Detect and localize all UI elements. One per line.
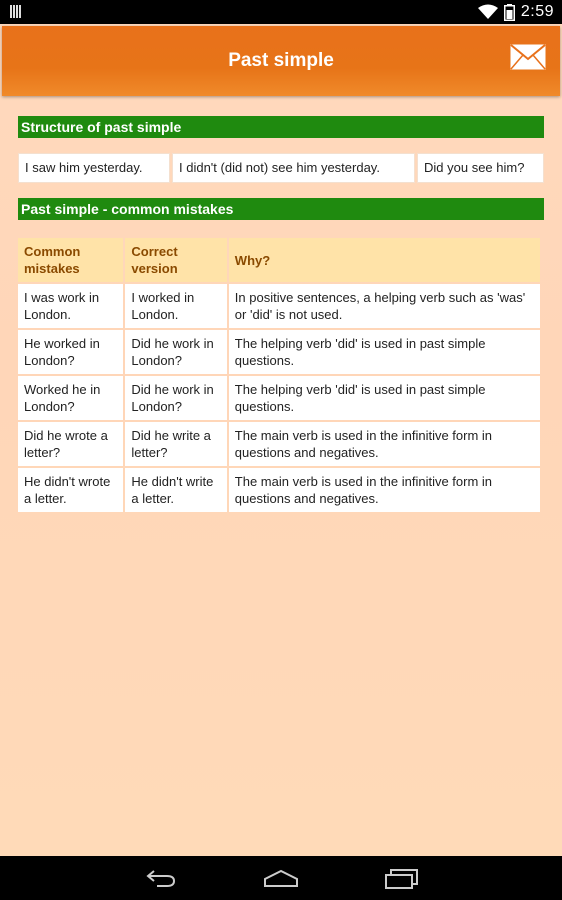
table-cell-why: The main verb is used in the infinitive form in questions and negatives.	[229, 422, 540, 466]
battery-icon	[504, 4, 515, 21]
structure-row	[18, 153, 544, 183]
app-content	[0, 24, 562, 856]
table-row	[18, 284, 540, 328]
structure-cell-negative: I didn't (did not) see him yesterday.	[172, 153, 415, 183]
table-cell-mistake: He worked in London?	[18, 330, 123, 374]
table-cell-mistake: He didn't wrote a letter.	[18, 468, 123, 512]
table-cell-correct: I worked in London.	[125, 284, 226, 328]
recent-apps-icon[interactable]	[385, 868, 419, 895]
column-header-common-mistakes: Common mistakes	[18, 238, 123, 282]
section-header-structure: Structure of past simple	[18, 116, 544, 138]
section-header-mistakes: Past simple - common mistakes	[18, 198, 544, 220]
table-header-row	[18, 238, 540, 282]
clock: 2:59	[520, 3, 554, 20]
page-title: Past simple	[228, 50, 334, 71]
table-row	[18, 330, 540, 374]
notification-icon	[10, 5, 22, 18]
structure-cell-question: Did you see him?	[417, 153, 544, 183]
wifi-icon	[478, 4, 498, 20]
table-cell-mistake: Did he wrote a letter?	[18, 422, 123, 466]
mistakes-table	[16, 236, 542, 514]
table-cell-mistake: Worked he in London?	[18, 376, 123, 420]
table-row	[18, 422, 540, 466]
home-icon[interactable]	[263, 868, 299, 895]
table-cell-correct: Did he work in London?	[125, 376, 226, 420]
column-header-why: Why?	[229, 238, 540, 282]
status-bar	[0, 0, 562, 24]
table-cell-correct: Did he write a letter?	[125, 422, 226, 466]
table-cell-correct: He didn't write a letter.	[125, 468, 226, 512]
table-cell-why: The helping verb 'did' is used in past simple questions.	[229, 376, 540, 420]
column-header-correct-version: Correct version	[125, 238, 226, 282]
table-row	[18, 376, 540, 420]
table-row	[18, 468, 540, 512]
mail-icon[interactable]	[510, 44, 546, 70]
table-cell-mistake: I was work in London.	[18, 284, 123, 328]
table-cell-why: In positive sentences, a helping verb such as 'was' or 'did' is not used.	[229, 284, 540, 328]
table-cell-why: The helping verb 'did' is used in past simple questions.	[229, 330, 540, 374]
structure-cell-positive: I saw him yesterday.	[18, 153, 170, 183]
back-icon[interactable]	[145, 868, 177, 895]
action-bar	[2, 26, 560, 96]
table-cell-why: The main verb is used in the infinitive form in questions and negatives.	[229, 468, 540, 512]
navigation-bar	[0, 856, 562, 900]
table-cell-correct: Did he work in London?	[125, 330, 226, 374]
